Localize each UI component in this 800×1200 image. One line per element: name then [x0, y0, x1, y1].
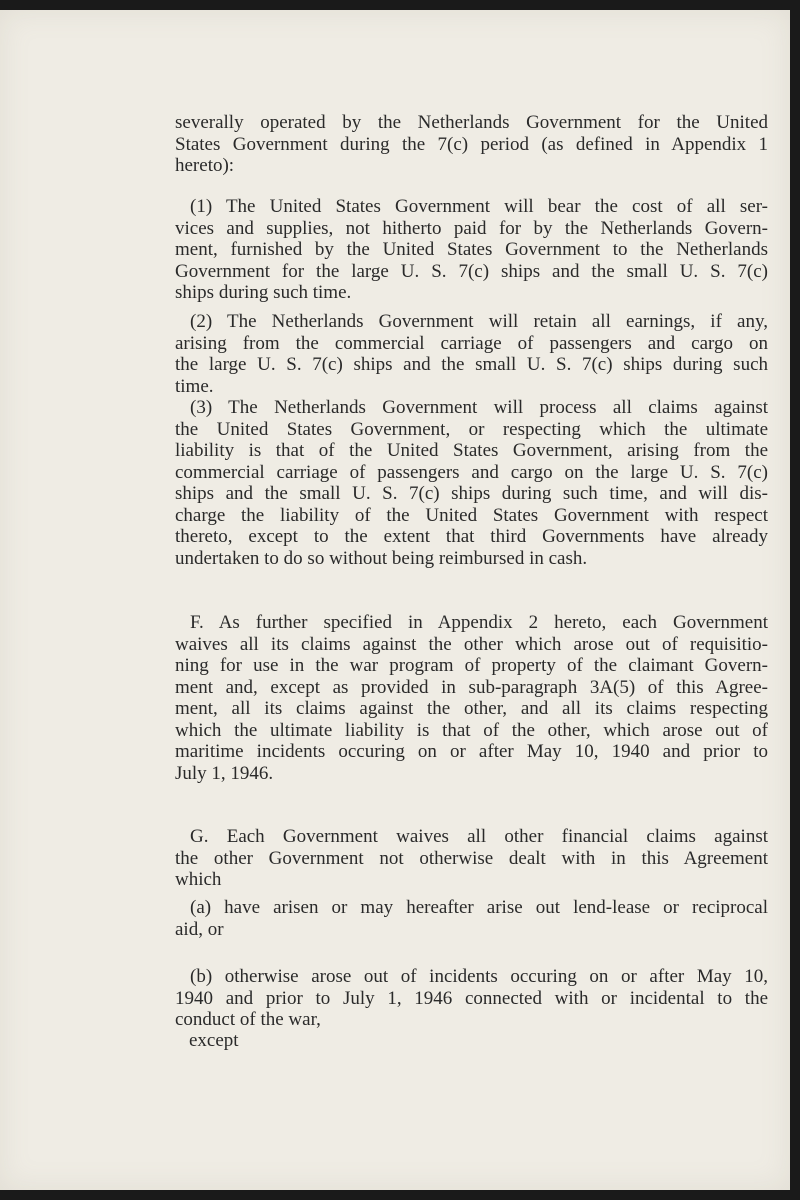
section-f-paragraph — [175, 612, 768, 784]
text-line: vices and supplies, not hitherto paid for by the Netherlands Govern- — [175, 217, 768, 239]
except-label: except — [189, 1030, 239, 1051]
text-line: conduct of the war, — [175, 1009, 321, 1030]
text-line: the other Government not otherwise dealt with in this Agreement — [175, 847, 768, 869]
text-line: hereto): — [175, 155, 235, 176]
text-line: the United States Government, or respecting which the ultimate — [175, 418, 768, 440]
text-line: thereto, except to the extent that third Governments have already — [175, 526, 768, 547]
text-line: ning for use in the war program of property of the claimant Govern- — [175, 655, 768, 676]
text-line: Government for the large U. S. 7(c) ships and the small U. S. 7(c) — [175, 260, 768, 282]
text-line: F. As further specified in Appendix 2 hereto, each Government — [190, 612, 768, 633]
text-line: ships and the small U. S. 7(c) ships during such time, and will dis- — [175, 483, 768, 504]
text-line: (2) The Netherlands Government will retain all earnings, if any, — [190, 311, 768, 332]
text-line: liability is that of the United States Government, arising from the — [175, 440, 768, 461]
text-line: G. Each Government waives all other financial claims against — [190, 826, 768, 847]
item-1-paragraph — [175, 196, 768, 304]
text-line: (3) The Netherlands Government will process all claims against — [190, 397, 768, 418]
text-line: (a) have arisen or may hereafter arise out lend-lease or reciprocal — [190, 897, 768, 918]
text-line: (b) otherwise arose out of incidents occuring on or after May 10, — [190, 966, 768, 987]
text-line: commercial carriage of passengers and cargo on the large U. S. 7(c) — [175, 461, 768, 483]
item-3-paragraph — [175, 397, 768, 569]
text-line: ships during such time. — [175, 282, 352, 303]
text-line: maritime incidents occuring on or after May 10, 1940 and prior to — [175, 741, 768, 762]
subclause-a-paragraph — [175, 897, 768, 940]
text-line: (1) The United States Government will bear the cost of all ser- — [190, 196, 768, 217]
text-line: severally operated by the Netherlands Government for the United — [175, 112, 768, 133]
text-line: time. — [175, 375, 214, 397]
section-g-paragraph — [175, 826, 768, 891]
subclause-b-paragraph — [175, 966, 768, 1031]
text-line: charge the liability of the United States Government with respect — [175, 504, 768, 526]
item-2-paragraph — [175, 311, 768, 397]
text-line: aid, or — [175, 918, 224, 940]
text-line: undertaken to do so without being reimbursed in cash. — [175, 547, 588, 569]
text-line: arising from the commercial carriage of passengers and cargo on — [175, 332, 768, 354]
text-line: which — [175, 869, 222, 890]
intro-paragraph — [175, 112, 768, 177]
text-line: ment, all its claims against the other, and all its claims respecting — [175, 698, 768, 719]
text-line: July 1, 1946. — [175, 762, 274, 784]
text-line: 1940 and prior to July 1, 1946 connected with or incidental to the — [175, 987, 768, 1009]
text-line: which the ultimate liability is that of the other, which arose out of — [175, 719, 768, 741]
text-line: ment and, except as provided in sub-paragraph 3A(5) of this Agree- — [175, 676, 768, 698]
text-line: ment, furnished by the United States Government to the Netherlands — [175, 239, 768, 260]
text-line: States Government during the 7(c) period (as defined in Appendix 1 — [175, 133, 768, 155]
text-line: the large U. S. 7(c) ships and the small U. S. 7(c) ships during such — [175, 354, 768, 375]
text-line: waives all its claims against the other which arose out of requisitio- — [175, 633, 768, 655]
